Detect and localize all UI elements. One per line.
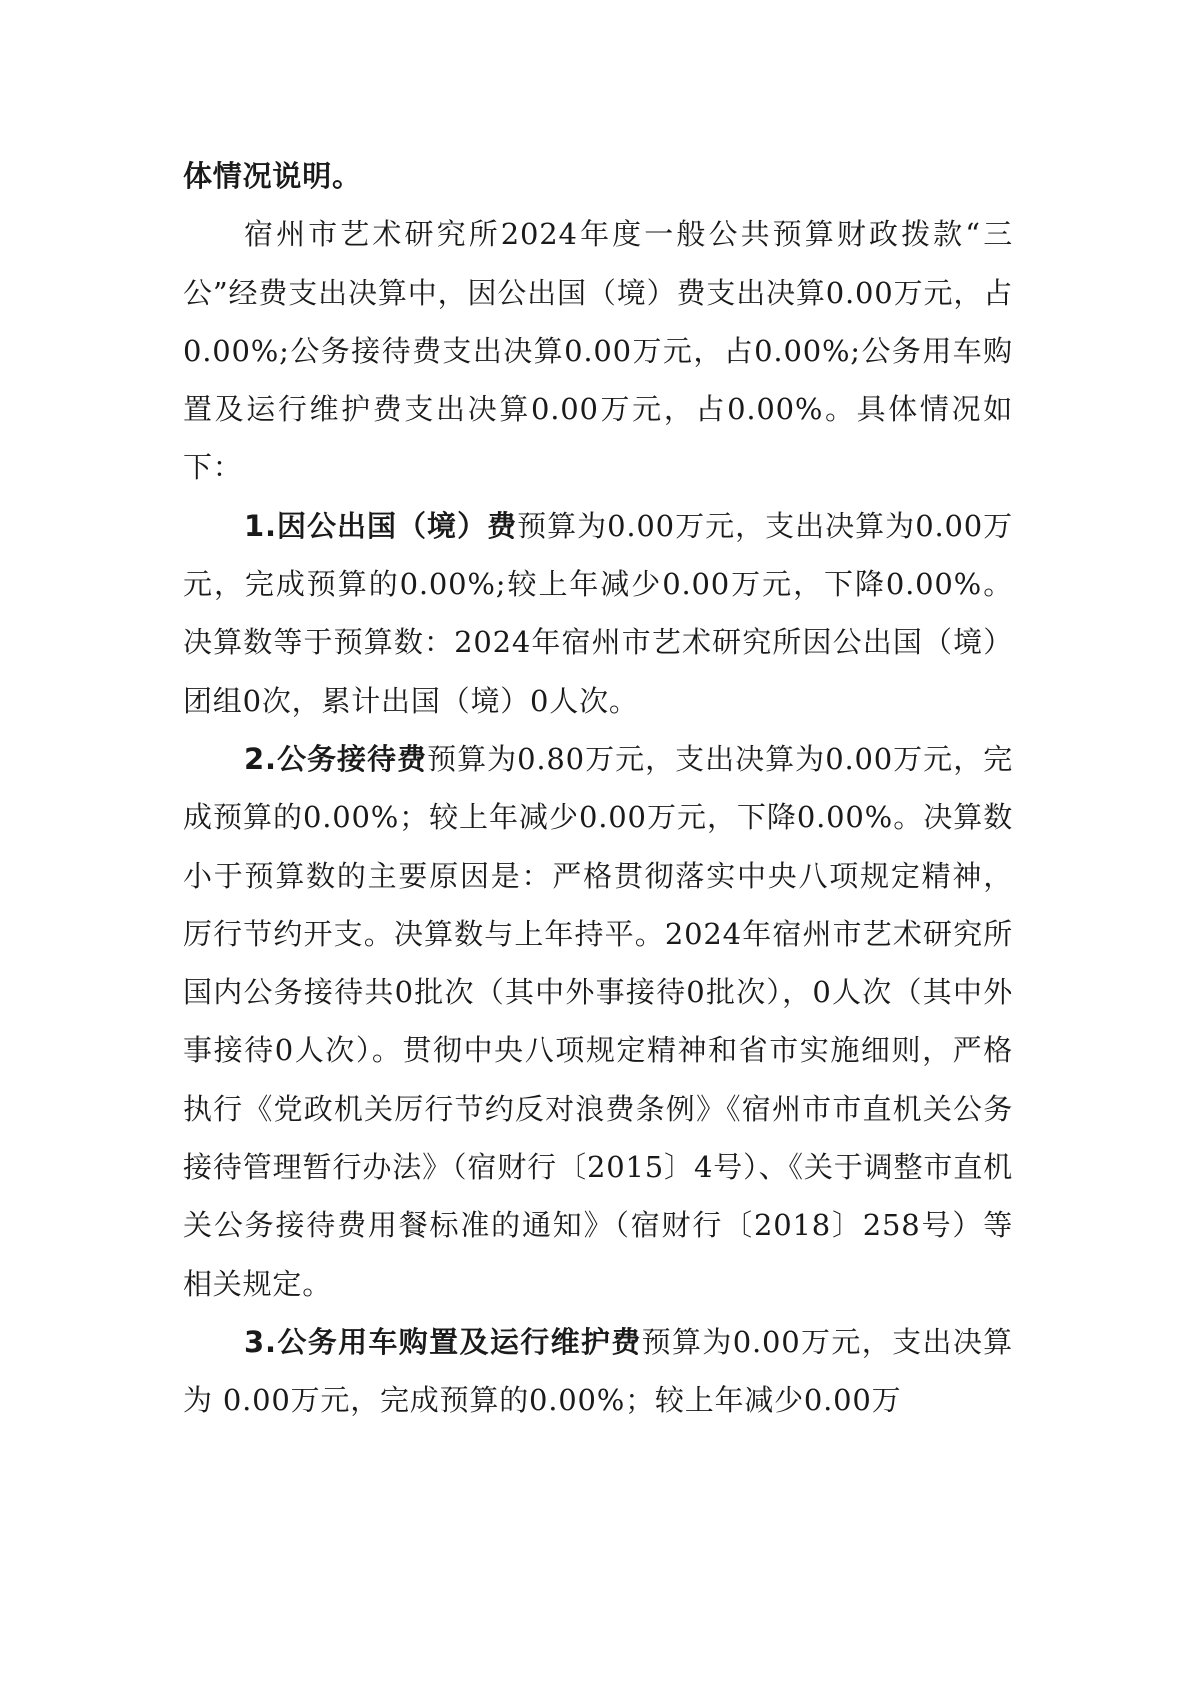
item-1-title: 1.因公出国（境）费 <box>244 508 518 543</box>
item-3-title: 3.公务用车购置及运行维护费 <box>244 1324 642 1359</box>
intro-paragraph: 宿州市艺术研究所2024年度一般公共预算财政拨款“三公”经费支出决算中，因公出国（境）费支出决算0.00万元，占0.00%;公务接待费支出决算0.00万元，占0.00%;公务用车购置及运行维护费支出决算0.00万元，占0.00%。具体情况如下： <box>183 217 1013 485</box>
document-page <box>183 147 1013 1430</box>
item-2-paragraph <box>183 730 1013 1313</box>
item-3-text: 预算为0.00万元，支出决算为 0.00万元，完成预算的0.00%；较上年减少0.00万 <box>183 1324 1013 1418</box>
item-2-title: 2.公务接待费 <box>244 741 428 776</box>
item-1-paragraph <box>183 497 1013 730</box>
item-1-text: 预算为0.00万元，支出决算为0.00万元，完成预算的0.00%;较上年减少0.00万元，下降0.00%。决算数等于预算数：2024年宿州市艺术研究所因公出国（境）团组0次，累计出国（境）0人次。 <box>183 508 1013 718</box>
item-2-text: 预算为0.80万元，支出决算为0.00万元，完成预算的0.00%；较上年减少0.00万元，下降0.00%。决算数小于预算数的主要原因是：严格贯彻落实中央八项规定精神，厉行节约开支。决算数与上年持平。2024年宿州市艺术研究所国内公务接待共0批次（其中外事接待0批次），0人次（其中外事接待0人次）。贯彻中央八项规定精神和省市实施细则，严格执行《党政机关厉行节约反对浪费条例》《宿州市市直机关公务接待管理暂行办法》（宿财行〔2015〕4号）、《关于调整市直机关公务接待费用餐标准的通知》（宿财行〔2018〕258号）等相关规定。 <box>183 741 1014 1301</box>
item-3-paragraph <box>183 1313 1013 1430</box>
section-heading-fragment: 体情况说明。 <box>183 159 362 193</box>
